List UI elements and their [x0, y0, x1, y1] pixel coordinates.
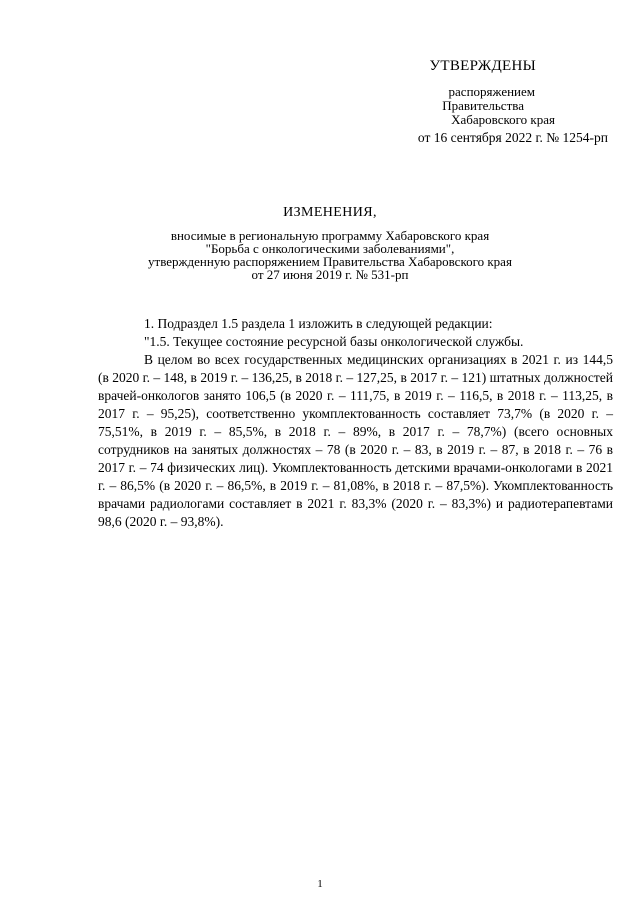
document-body — [98, 315, 613, 531]
title-line-2: "Борьба с онкологическими заболеваниями", — [205, 241, 455, 256]
approval-line-2: Правительства — [442, 98, 524, 113]
document-title: ИЗМЕНЕНИЯ, — [283, 205, 377, 220]
page-number: 1 — [317, 878, 323, 890]
approval-line-1: распоряжением — [448, 84, 535, 99]
approval-heading: УТВЕРЖДЕНЫ — [429, 58, 536, 74]
approval-line-3: Хабаровского края — [451, 112, 555, 127]
list-item-1: 1. Подраздел 1.5 раздела 1 изложить в следующей редакции: — [144, 316, 493, 331]
title-line-1: вносимые в региональную программу Хабаровского края — [170, 228, 490, 243]
approval-stamp — [308, 58, 608, 145]
body-paragraph: В целом во всех государственных медицинских организациях в 2021 г. из 144,5 (в 2020 г. – 148, в 2019 г. – 136,25, в 2018 г. – 127,25, в 2017 г. – 121) штатных должностей врачей-онкологов занято 106,5 (в 2020 г. – 111,75, в 2019 г. – 116,5, в 2018 г. – 113,25, в 2017 г. – 95,25), соответственно укомплектованность составляет 73,7% (в 2020 г. – 75,51%, в 2019 г. – 85,5%, в 2018 г. – 89%, в 2017 г. – 78,7%) (всего основных сотрудников на занятых должностях – 78 (в 2020 г. – 83, в 2019 г. – 87, в 2018 г. – 76 в 2017 г. – 74 физических лиц). Укомплектованность детскими врачами-онкологами в 2021 г. – 86,5% (в 2020 г. – 86,5%, в 2019 г. – 81,08%, в 2018 г. – 87,5%). Укомплектованность врачами радиологами составляет в 2021 г. 83,3% (2020 г. – 83,3%) и радиотерапевтами 98,6 (2020 г. – 93,8%). — [98, 352, 613, 529]
approval-date-number: от 16 сентября 2022 г. № 1254-рп — [417, 130, 608, 145]
section-quote-heading: "1.5. Текущее состояние ресурсной базы онкологической службы. — [144, 334, 524, 349]
title-line-3: утвержденную распоряжением Правительства Хабаровского края — [148, 254, 512, 269]
title-line-4: от 27 июня 2019 г. № 531-рп — [251, 267, 409, 282]
document-title-block — [0, 205, 640, 281]
